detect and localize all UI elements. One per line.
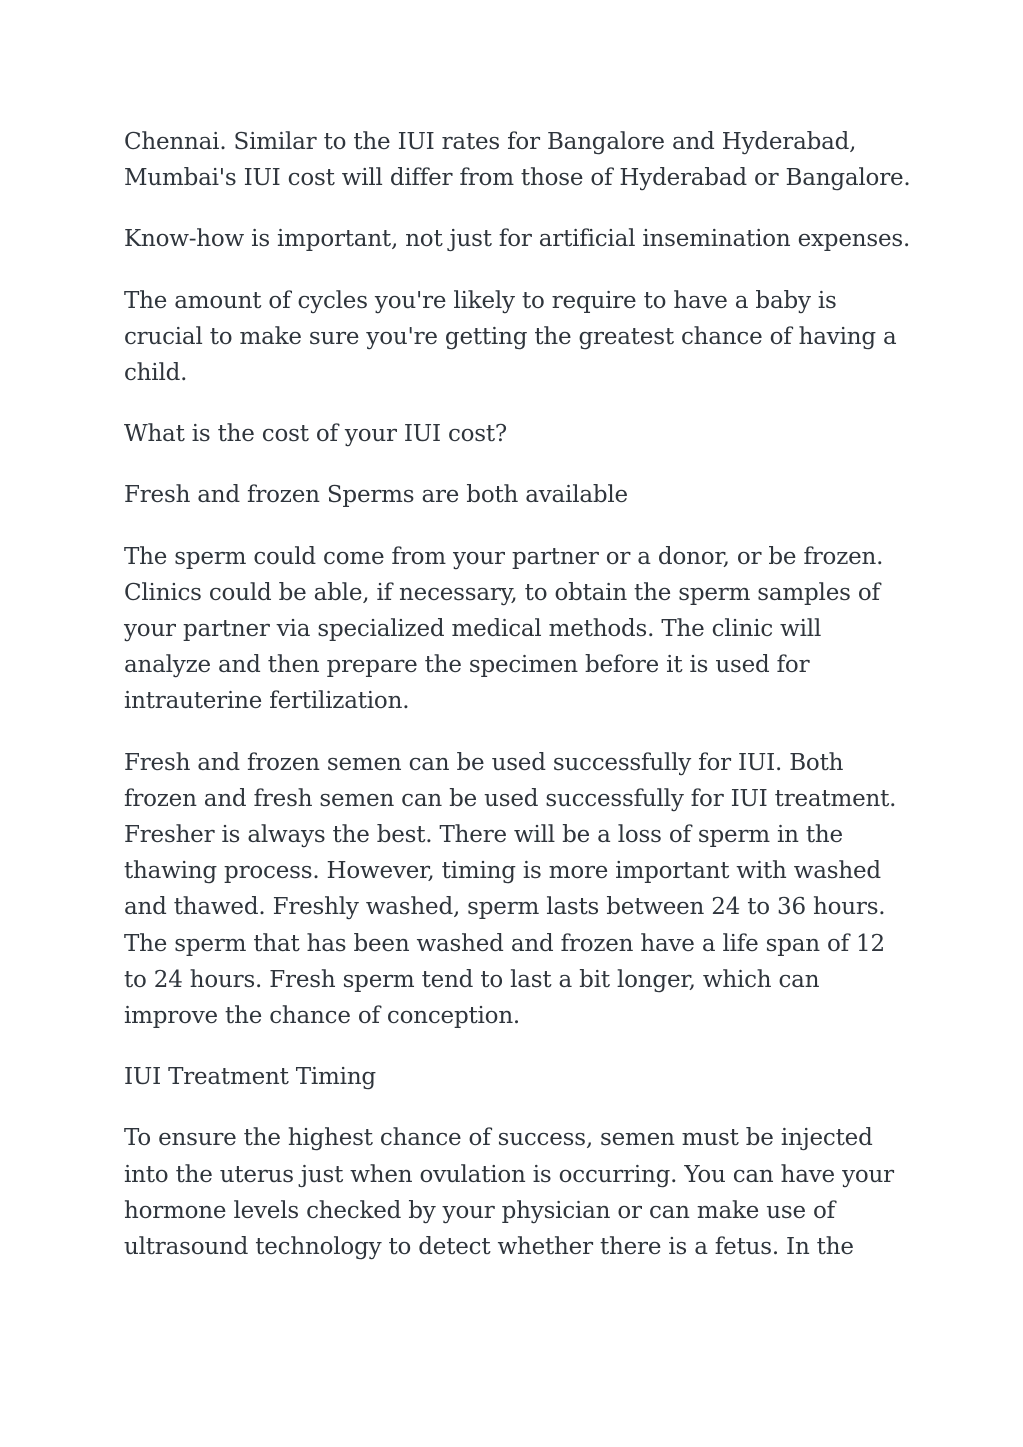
subheading-fresh-frozen-sperms: Fresh and frozen Sperms are both available bbox=[124, 482, 628, 509]
paragraph-cycles: The amount of cycles you're likely to require to have a baby is crucial to make sure you're getting the greatest chance of having a child. bbox=[124, 287, 897, 387]
paragraph-sperm-source: The sperm could come from your partner or a donor, or be frozen. Clinics could be able, if necessary, to obtain the sperm samples of your partner via specialized medical methods. The clinic will analyze and then prepare the specimen before it is used for intrauterine fertilization. bbox=[124, 543, 884, 715]
paragraph-iui-city-costs: Chennai. Similar to the IUI rates for Bangalore and Hyderabad, Mumbai's IUI cost will differ from those of Hyderabad or Bangalore. bbox=[124, 129, 911, 192]
subheading-treatment-timing: IUI Treatment Timing bbox=[124, 1064, 376, 1091]
subheading-iui-cost: What is the cost of your IUI cost? bbox=[124, 421, 508, 448]
document-page bbox=[124, 124, 914, 1290]
paragraph-timing-details: To ensure the highest chance of success, semen must be injected into the uterus just when ovulation is occurring. You can have your hormone levels checked by your physician or can make use of ultrasound technology to detect whether there is a fetus. In the bbox=[124, 1125, 894, 1261]
paragraph-know-how: Know-how is important, not just for artificial insemination expenses. bbox=[124, 226, 911, 253]
paragraph-fresh-frozen-semen: Fresh and frozen semen can be used successfully for IUI. Both frozen and fresh semen can be used successfully for IUI treatment. Fresher is always the best. There will be a loss of sperm in the thawing process. However, timing is more important with washed and thawed. Freshly washed, sperm lasts between 24 to 36 hours. The sperm that has been washed and frozen have a life span of 12 to 24 hours. Fresh sperm tend to last a bit longer, which can improve the chance of conception. bbox=[124, 749, 897, 1030]
